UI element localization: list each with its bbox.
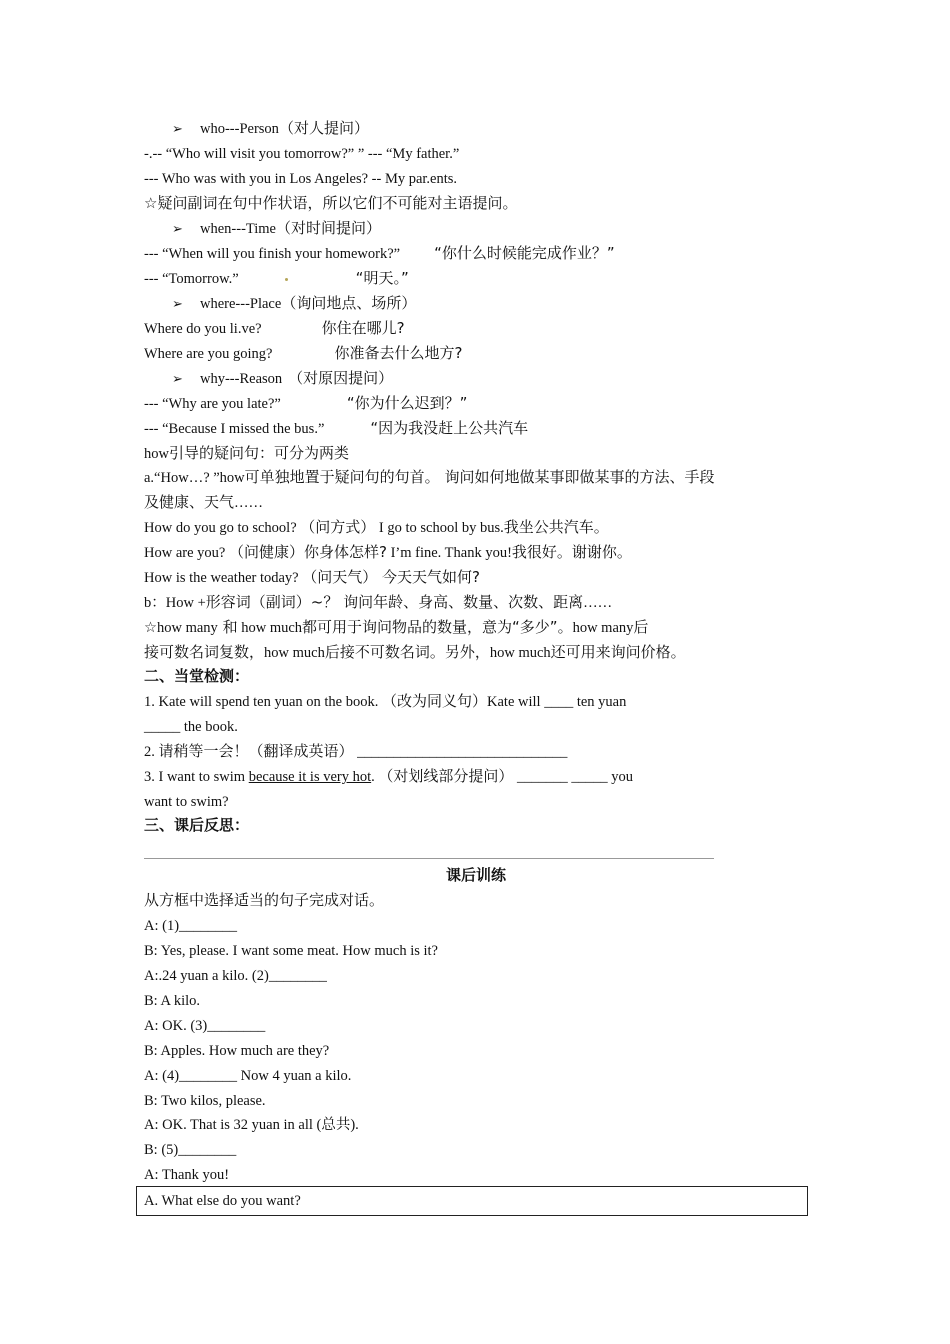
dialog-line: A: OK. That is 32 yuan in all (总共).: [144, 1117, 359, 1133]
how-intro: how引导的疑问句：可分为两类: [144, 444, 349, 462]
how-many-note-cont: 接可数名词复数，how much后接不可数名词。另外，how much还可用来询问价格。: [144, 643, 686, 661]
dialog-line: A: OK. (3)________: [144, 1018, 266, 1034]
arrow-bullet-icon: ➢: [172, 122, 183, 137]
dialog-line: B: Yes, please. I want some meat. How much is it?: [144, 943, 438, 959]
arrow-bullet-icon: ➢: [172, 297, 183, 312]
when-example-2: --- “Tomorrow.” “明天。”: [144, 269, 409, 287]
who-example-2: --- Who was with you in Los Angeles? -- My par.ents.: [144, 171, 458, 187]
how-example-1: How do you go to school? （问方式） I go to school by bus.我坐公共汽车。: [144, 518, 609, 536]
check-question-3-cont: want to swim?: [144, 794, 229, 810]
dialog-line: B: Two kilos, please.: [144, 1093, 266, 1109]
check-question-1: 1. Kate will spend ten yuan on the book. （改为同义句）Kate will ____ ten yuan: [144, 692, 627, 710]
reflect-heading: 三、课后反思：: [144, 816, 250, 834]
dialog-line: A: (4)________ Now 4 yuan a kilo.: [144, 1068, 352, 1084]
where-heading: ➢ where---Place（询问地点、场所）: [172, 293, 836, 315]
where-example-1: Where do you li.ve? 你住在哪儿?: [144, 319, 405, 337]
stray-dot: [285, 278, 288, 281]
dialog-line: A: Thank you!: [144, 1167, 230, 1183]
reflect-rule: [144, 858, 714, 859]
option-a: A. What else do you want?: [144, 1193, 301, 1209]
how-example-2: How are you? （问健康）你身体怎样? I’m fine. Thank you!我很好。谢谢你。: [144, 543, 632, 561]
dialog-line: B: (5)________: [144, 1142, 237, 1158]
who-heading: ➢ who---Person（对人提问）: [172, 118, 836, 140]
dialog-line: A:.24 yuan a kilo. (2)________: [144, 968, 327, 984]
how-many-note: ☆how many 和 how much都可用于询问物品的数量，意为“多少”。how many后: [144, 618, 649, 636]
arrow-bullet-icon: ➢: [172, 372, 183, 387]
why-example-2: --- “Because I missed the bus.” “因为我没赶上公共汽车: [144, 419, 529, 437]
where-example-2: Where are you going? 你准备去什么地方?: [144, 344, 463, 362]
why-heading: ➢ why---Reason （对原因提问）: [172, 368, 836, 390]
check-question-1-cont: _____ the book.: [144, 719, 238, 735]
when-example-1: --- “When will you finish your homework?” “你什么时候能完成作业？”: [144, 244, 615, 262]
how-type-a: a.“How…? ”how可单独地置于疑问句的句首。 询问如何地做某事即做某事的方法、手段: [144, 468, 715, 486]
how-example-3: How is the weather today? （问天气） 今天天气如何?: [144, 568, 480, 586]
when-heading: ➢ when---Time（对时间提问）: [172, 218, 836, 240]
how-type-b: b：How +形容词（副词）~？ 询问年龄、身高、数量、次数、距离……: [144, 593, 613, 611]
note-adverb: ☆疑问副词在句中作状语，所以它们不可能对主语提问。: [144, 194, 518, 212]
underlined-phrase: because it is very hot: [248, 769, 372, 785]
check-heading: 二、当堂检测：: [144, 667, 250, 685]
dialog-line: A: (1)________: [144, 918, 238, 934]
check-question-3: 3. I want to swim because it is very hot. （对划线部分提问） _______ _____ you: [144, 767, 634, 785]
training-instruction: 从方框中选择适当的句子完成对话。: [144, 891, 385, 909]
who-example-1: -.-- “Who will visit you tomorrow?” ” --- “My father.”: [144, 146, 460, 162]
why-example-1: --- “Why are you late?” “你为什么迟到？”: [144, 394, 468, 412]
dialog-line: B: A kilo.: [144, 993, 201, 1009]
training-title: 课后训练: [445, 866, 506, 884]
how-type-a-cont: 及健康、天气……: [144, 493, 264, 511]
check-question-2: 2. 请稍等一会！（翻译成英语） _____________________________: [144, 742, 568, 760]
arrow-bullet-icon: ➢: [172, 222, 183, 237]
options-box: [136, 1186, 808, 1216]
dialog-line: B: Apples. How much are they?: [144, 1043, 330, 1059]
